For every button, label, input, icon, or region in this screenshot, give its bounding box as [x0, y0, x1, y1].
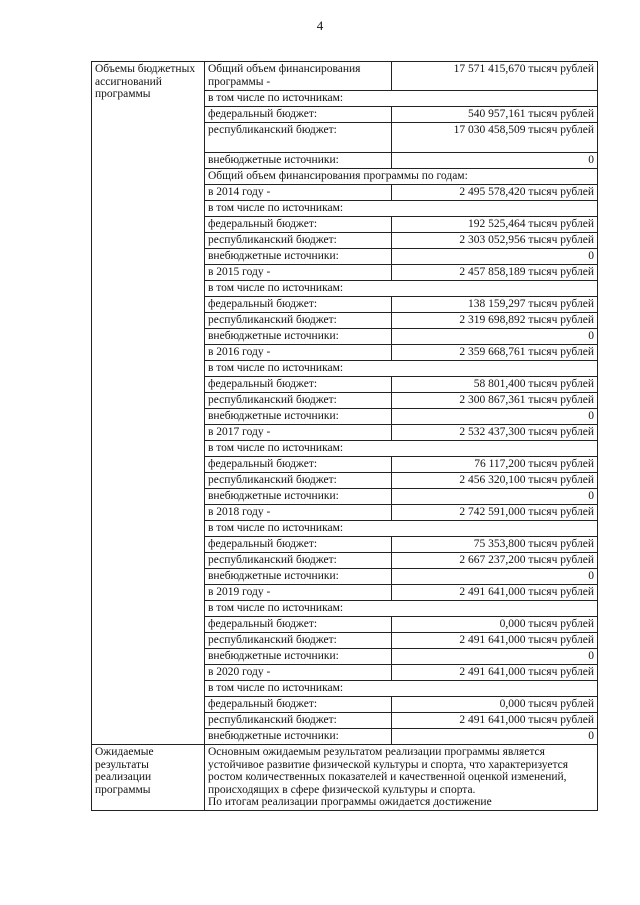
year-republic-value: 2 303 052,956 тысяч рублей	[392, 233, 598, 249]
year-total: 2 457 858,189 тысяч рублей	[392, 265, 598, 281]
year-republic-value: 2 456 320,100 тысяч рублей	[392, 473, 598, 489]
year-extra-value: 0	[392, 649, 598, 665]
year-federal-label: федеральный бюджет:	[205, 297, 392, 313]
program-passport-table	[91, 61, 598, 811]
year-republic-label: республиканский бюджет:	[205, 633, 392, 649]
year-extra-label: внебюджетные источники:	[205, 329, 392, 345]
page-number: 4	[316, 18, 324, 33]
year-extra-value: 0	[392, 729, 598, 745]
year-total: 2 491 641,000 тысяч рублей	[392, 585, 598, 601]
federal-value: 540 957,161 тысяч рублей	[392, 107, 598, 123]
year-sources-heading: в том числе по источникам:	[205, 601, 598, 617]
year-extra-label: внебюджетные источники:	[205, 409, 392, 425]
year-federal-value: 0,000 тысяч рублей	[392, 697, 598, 713]
year-republic-label: республиканский бюджет:	[205, 713, 392, 729]
year-extra-value: 0	[392, 329, 598, 345]
expected-results-label: Ожидаемые результаты реализации программы	[92, 745, 205, 811]
year-federal-value: 192 525,464 тысяч рублей	[392, 217, 598, 233]
year-extra-value: 0	[392, 409, 598, 425]
year-federal-label: федеральный бюджет:	[205, 537, 392, 553]
year-republic-label: республиканский бюджет:	[205, 233, 392, 249]
year-total: 2 359 668,761 тысяч рублей	[392, 345, 598, 361]
year-federal-label: федеральный бюджет:	[205, 697, 392, 713]
year-republic-value: 2 491 641,000 тысяч рублей	[392, 713, 598, 729]
year-republic-value: 2 300 867,361 тысяч рублей	[392, 393, 598, 409]
year-label: в 2020 году -	[205, 665, 392, 681]
year-sources-heading: в том числе по источникам:	[205, 201, 598, 217]
results-paragraph-2: По итогам реализации программы ожидается достижение	[208, 796, 492, 808]
total-row	[92, 62, 598, 91]
results-paragraph-1: Основным ожидаемым результатом реализации программы является устойчивое развитие физической культуры и спорта, что характеризуется ростом количественных показателей и качественной оценкой изменений, происходящих в сфере физической культуры и спорта.	[208, 746, 569, 796]
year-sources-heading: в том числе по источникам:	[205, 521, 598, 537]
year-total: 2 532 437,300 тысяч рублей	[392, 425, 598, 441]
year-total: 2 495 578,420 тысяч рублей	[392, 185, 598, 201]
year-federal-label: федеральный бюджет:	[205, 617, 392, 633]
year-republic-value: 2 491 641,000 тысяч рублей	[392, 633, 598, 649]
year-federal-value: 0,000 тысяч рублей	[392, 617, 598, 633]
year-sources-heading: в том числе по источникам:	[205, 361, 598, 377]
year-federal-value: 76 117,200 тысяч рублей	[392, 457, 598, 473]
year-republic-label: республиканский бюджет:	[205, 473, 392, 489]
extra-label: внебюджетные источники:	[205, 153, 392, 169]
year-label: в 2015 году -	[205, 265, 392, 281]
sources-heading: в том числе по источникам:	[205, 91, 598, 107]
year-extra-label: внебюджетные источники:	[205, 729, 392, 745]
extra-value: 0	[392, 153, 598, 169]
budget-allocations-label: Объемы бюджетных ассигнований программы	[92, 62, 205, 745]
year-republic-label: республиканский бюджет:	[205, 313, 392, 329]
year-federal-label: федеральный бюджет:	[205, 457, 392, 473]
year-extra-label: внебюджетные источники:	[205, 489, 392, 505]
results-row	[92, 745, 598, 811]
year-federal-label: федеральный бюджет:	[205, 377, 392, 393]
republic-label: республиканский бюджет:	[205, 123, 392, 153]
year-federal-value: 75 353,800 тысяч рублей	[392, 537, 598, 553]
total-label: Общий объем финансирования программы -	[205, 62, 392, 91]
expected-results-text	[205, 745, 598, 811]
year-republic-label: республиканский бюджет:	[205, 393, 392, 409]
federal-label: федеральный бюджет:	[205, 107, 392, 123]
total-value: 17 571 415,670 тысяч рублей	[392, 62, 598, 91]
year-extra-label: внебюджетные источники:	[205, 649, 392, 665]
republic-value: 17 030 458,509 тысяч рублей	[392, 123, 598, 153]
year-extra-value: 0	[392, 249, 598, 265]
year-label: в 2018 году -	[205, 505, 392, 521]
year-republic-value: 2 667 237,200 тысяч рублей	[392, 553, 598, 569]
year-label: в 2017 году -	[205, 425, 392, 441]
year-sources-heading: в том числе по источникам:	[205, 441, 598, 457]
year-federal-value: 138 159,297 тысяч рублей	[392, 297, 598, 313]
year-extra-label: внебюджетные источники:	[205, 249, 392, 265]
year-federal-value: 58 801,400 тысяч рублей	[392, 377, 598, 393]
year-label: в 2019 году -	[205, 585, 392, 601]
year-extra-value: 0	[392, 569, 598, 585]
year-total: 2 742 591,000 тысяч рублей	[392, 505, 598, 521]
year-label: в 2016 году -	[205, 345, 392, 361]
year-republic-value: 2 319 698,892 тысяч рублей	[392, 313, 598, 329]
year-extra-value: 0	[392, 489, 598, 505]
year-total: 2 491 641,000 тысяч рублей	[392, 665, 598, 681]
year-label: в 2014 году -	[205, 185, 392, 201]
year-sources-heading: в том числе по источникам:	[205, 681, 598, 697]
year-federal-label: федеральный бюджет:	[205, 217, 392, 233]
year-extra-label: внебюджетные источники:	[205, 569, 392, 585]
year-sources-heading: в том числе по источникам:	[205, 281, 598, 297]
by-years-heading: Общий объем финансирования программы по годам:	[205, 169, 598, 185]
year-republic-label: республиканский бюджет:	[205, 553, 392, 569]
